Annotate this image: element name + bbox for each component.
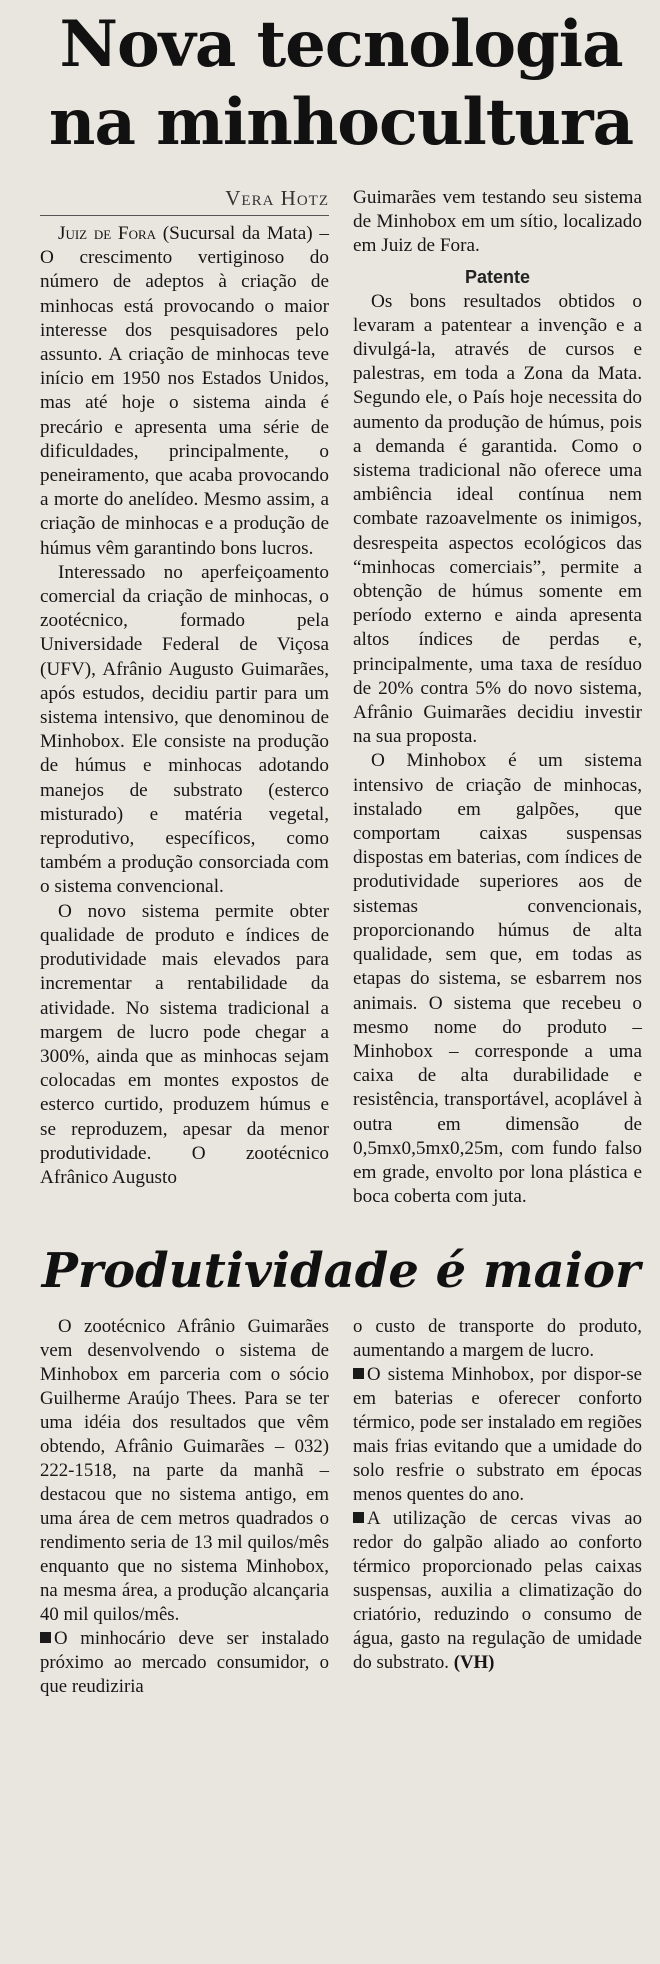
dateline: Juiz de Fora: [58, 223, 157, 244]
article-paragraph: O novo sistema permite obter qualidade de produto e índices de produtividade mais elevados para incrementar a rentabilidade da atividade. No sistema tradicional a margem de lucro pode chegar a 300%, ainda que as minhocas sejam colocadas em montes expostos de esterco curtido, produzem húmus e se reproduzem, apesar da menor produtividade. O zootécnico Afrânico Augusto: [40, 900, 329, 1188]
sidebar-paragraph: o custo de transporte do produto, aumentando a margem de lucro.: [353, 1316, 642, 1362]
headline-line-1: Nova tecnologia: [59, 7, 623, 82]
article-columns: [40, 186, 642, 1209]
sidebar-paragraph-text: O sistema Minhobox, por dispor-se em baterias e oferecer conforto térmico, pode ser instalado em regiões mais frias evitando que a umidade do solo resfrie o substrato em épocas menos quentes do ano.: [353, 1364, 642, 1506]
article-column-2: [353, 186, 642, 1209]
sidebar-paragraph: [353, 1363, 642, 1507]
sidebar-paragraph: O zootécnico Afrânio Guimarães vem desenvolvendo o sistema de Minhobox em parceria com o sócio Guilherme Araújo Thees. Para se ter uma idéia dos resultados que vêm obtendo, Afrânio Guimarães – 032) 222-1518, na parte da manhã – destacou que no sistema antigo, em uma área de cem metros quadrados o rendimento seria de 13 mil quilos/mês enquanto que no sistema Minhobox, na mesma área, a produção alcançaria 40 mil quilos/mês.: [40, 1316, 329, 1626]
sidebar-column-1: [40, 1315, 329, 1699]
bullet-square-icon: [353, 1368, 364, 1379]
article-paragraph: Interessado no aperfeiçoamento comercial da criação de minhocas, o zootécnico, formado pela Universidade Federal de Viçosa (UFV), Afrânio Augusto Guimarães, após estudos, decidiu partir para um sistema intensivo, que denominou de Minhobox. Ele consiste na produção de húmus e minhocas adotando manejos de substrato (esterco misturado) e matéria vegetal, reprodutivo, específicos, como também a produção consorciada com o sistema convencional.: [40, 561, 329, 898]
main-headline: [40, 0, 642, 162]
bullet-square-icon: [353, 1512, 364, 1523]
article-paragraph: O Minhobox é um sistema intensivo de criação de minhocas, instalado em galpões, que comportam caixas suspensas dispostas em baterias, com índices de produtividade superiores aos de sistemas convencionais, proporcionando húmus de alta qualidade, sem que, em todas as etapas do sistema, se esbarrem nos animais. O sistema que recebeu o mesmo nome do produto – Minhobox – corresponde a uma caixa de alta durabilidade e resistência, transportável, acoplável à outra em dimensão de 0,5mx0,5mx0,25m, com fundo falso em grade, envolto por lona plástica e boca coberta com juta.: [353, 750, 642, 1208]
byline: Vera Hotz: [40, 186, 329, 216]
article-paragraph: Guimarães vem testando seu sistema de Minhobox em um sítio, localizado em Juiz de Fora.: [353, 187, 642, 257]
article-paragraph-text: (Sucursal da Mata) – O crescimento vertiginoso do número de adeptos à criação de minhocas está provocando o maior interesse dos pesquisadores pelo assunto. A criação de minhocas teve início em 1950 nos Estados Unidos, mas até hoje o sistema ainda é precário e apresenta uma série de dificuldades, principalmente, o peneiramento, que acaba provocando a morte do anelídeo. Mesmo assim, a criação de minhocas e a produção de húmus vêm garantindo bons lucros.: [40, 223, 329, 559]
subheading-patente: Patente: [464, 266, 531, 287]
sidebar-headline: Produtividade é maior: [41, 1243, 641, 1300]
author-signoff: (VH): [453, 1652, 495, 1674]
article-column-1: [40, 186, 329, 1209]
article-paragraph: [40, 222, 329, 561]
sidebar-paragraph-text: O minhocário deve ser instalado próximo ao mercado consumidor, o que reudiziria: [40, 1628, 329, 1698]
sidebar-paragraph: [40, 1627, 329, 1699]
sidebar-columns: [40, 1315, 642, 1699]
article-paragraph: Os bons resultados obtidos o levaram a patentear a invenção e a divulgá-la, através de cursos e palestras, em toda a Zona da Mata. Segundo ele, o País hoje necessita do aumento da produção de húmus, pois a demanda é garantida. Como o sistema tradicional não oferece uma ambiência ideal contínua nem combate razoavelmente os inimigos, desrespeita aspectos ecológicos das “minhocas comerciais”, permite a obtenção de húmus somente em período externo e ainda apresenta altos índices de perdas e, principalmente, uma taxa de resíduo de 20% contra 5% do novo sistema, Afrânio Guimarães decidiu investir na sua proposta.: [353, 290, 642, 748]
sidebar-paragraph-text: A utilização de cercas vivas ao redor do galpão aliado ao conforto térmico proporcionado pelas caixas suspensas, auxilia a climatização do criatório, reduzindo o consumo de água, gasto na regulação de umidade do substrato.: [353, 1508, 642, 1674]
sidebar-column-2: [353, 1315, 642, 1699]
sidebar-paragraph: [353, 1507, 642, 1675]
headline-line-2: na minhocultura: [48, 85, 634, 160]
bullet-square-icon: [40, 1632, 51, 1643]
